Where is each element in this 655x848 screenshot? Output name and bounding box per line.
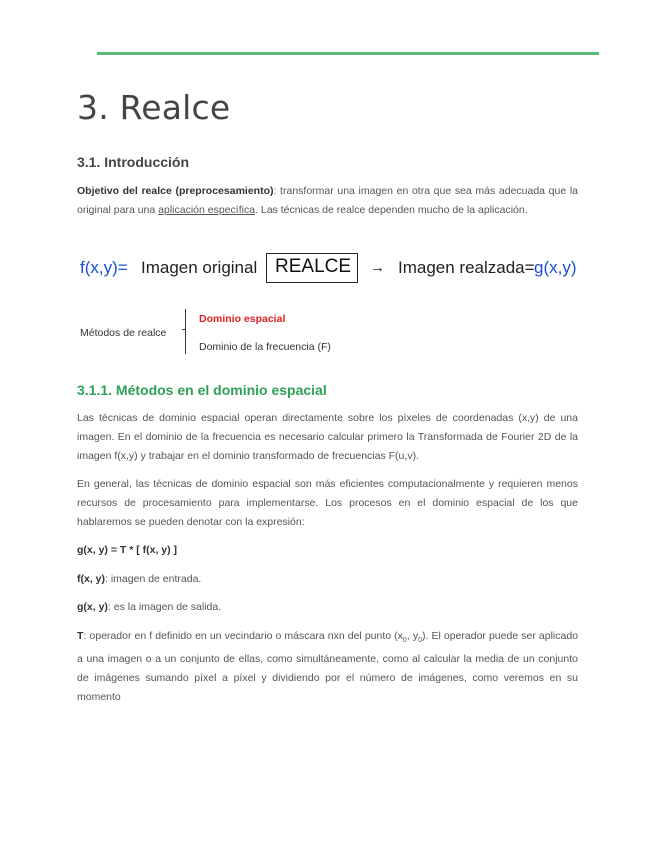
page-title: 3. Realce — [77, 88, 231, 127]
arrow-right-icon: → — [370, 259, 385, 276]
eq-img-realzada: Imagen realzada= — [398, 258, 535, 277]
paragraph-2: En general, las técnicas de dominio espacial son más eficientes computacionalmente y requieren menos recursos de procesamiento para implementarse. Los procesos en el dominio espacial de los que hablaremos se pueden denotar con la expresión: — [77, 478, 578, 528]
section-heading-intro: 3.1. Introducción — [77, 154, 190, 170]
def-t-sub1: 0 — [418, 637, 422, 645]
def-f-term: f(x, y) — [77, 573, 106, 585]
def-f — [77, 570, 578, 589]
section-heading-espacial: 3.1.1. Métodos en el dominio espacial — [77, 382, 327, 398]
def-f-text: : imagen de entrada. — [105, 573, 202, 585]
def-g — [77, 598, 578, 617]
intro-text-b: . Las técnicas de realce dependen mucho de la aplicación. — [255, 204, 528, 216]
def-t — [77, 627, 578, 707]
def-g-text: : es la imagen de salida. — [107, 601, 222, 613]
top-rule — [97, 52, 599, 55]
expression-text: g(x, y) = T * [ f(x, y) ] — [77, 544, 178, 556]
intro-bold-lead: Objetivo del realce (preprocesamiento) — [77, 185, 274, 197]
paragraph-1: Las técnicas de dominio espacial operan directamente sobre los píxeles de coordenadas (x,y) de una imagen. En el dominio de la frecuencia es necesario calcular primero la Transformada de Fourier 2D de la imagen f(x,y) y trabajar en el dominio transformado de frecuencias F(u,v). — [77, 412, 578, 462]
eq-g: g(x,y) — [534, 258, 577, 277]
eq-realce: REALCE — [275, 256, 352, 277]
eq-f: f(x,y)= — [80, 258, 128, 277]
dominio-frecuencia: Dominio de la frecuencia (F) — [199, 341, 331, 353]
def-t-term: T — [77, 630, 84, 642]
brace-icon — [185, 309, 192, 354]
dominio-espacial: Dominio espacial — [199, 313, 286, 325]
metodos-label: Métodos de realce — [80, 327, 167, 339]
intro-underlined: aplicación específica — [158, 204, 256, 216]
eq-img-original: Imagen original — [141, 258, 258, 277]
expression — [77, 541, 578, 560]
intro-text-a: : transformar una imagen en otra que sea más adecuada que la original para una — [77, 185, 578, 216]
intro-paragraph — [77, 182, 578, 220]
def-t-sub0: 0 — [402, 637, 407, 645]
def-t-comma: , y — [406, 630, 419, 642]
def-g-term: g(x, y) — [77, 601, 108, 613]
def-t-text-a: : operador en f definido en un vecindario o máscara nxn del punto (x — [83, 630, 403, 642]
def-t-text-b: ). El operador puede ser aplicado a una imagen o a un conjunto de ellas, como simultáneamente, como al calcular la media de un conjunto de imágenes sumando píxel a píxel y dividiendo por el número de imágenes, como veremos en su momento — [77, 630, 579, 704]
equation-diagram — [77, 253, 580, 285]
